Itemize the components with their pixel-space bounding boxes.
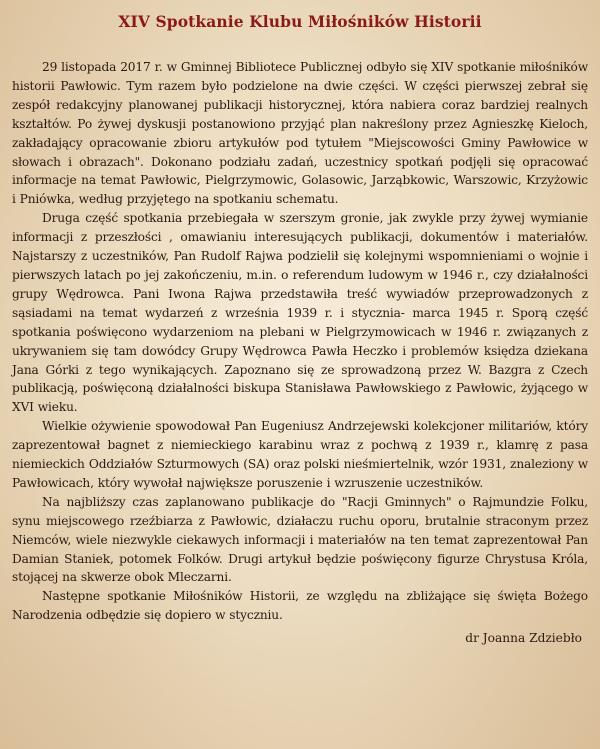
article-body <box>12 58 588 625</box>
paragraph-4: Na najbliższy czas zaplanowano publikacje do "Racji Gminnych" o Rajmundzie Folku, synu miejscowego rzeźbiarza z Pawłowic, działaczu ruchu oporu, brutalnie straconym przez Niemców, wiele niezwykle ciekawych informacji i materiałów na ten temat zaprezentował Pan Damian Staniek, potomek Folków. Drugi artykuł będzie poświęcony figurze Chrystusa Króla, stojącej na skwerze obok Mleczarni. <box>12 494 588 585</box>
paragraph-1: 29 listopada 2017 r. w Gminnej Bibliotece Publicznej odbyło się XIV spotkanie miłośników historii Pawłowic. Tym razem było podzielone na dwie części. W części pierwszej zebrał się zespół redakcyjny planowanej publikacji historycznej, która nabiera coraz bardziej realnych kształtów. Po żywej dyskusji postanowiono przyjąć plan nakreślony przez Agnieszkę Kieloch, zakładający opracowanie zbioru artykułów pod tytułem "Miejscowości Gminy Pawłowice w słowach i obrazach". Dokonano podziału zadań, uczestnicy spotkań podjęli się opracować informacje na temat Pawłowic, Pielgrzymowic, Golasowic, Jarząbkowic, Warszowic, Krzyżowic i Pniówka, według przyjętego na spotkaniu schematu. <box>12 60 588 207</box>
paragraph-2: Druga część spotkania przebiegała w szerszym gronie, jak zwykle przy żywej wymianie informacji z przeszłości , omawianiu interesujących publikacji, dokumentów i materiałów. Najstarszy z uczestników, Pan Rudolf Rajwa podzielił się kolejnymi wspomnieniami o wojnie i pierwszych latach po jej zakończeniu, m.in. o referendum ludowym w 1946 r., czy działalności grupy Wędrowca. Pani Iwona Rajwa przedstawiła treść wywiadów przeprowadzonych z sąsiadami na temat wydarzeń z września 1939 r. i stycznia- marca 1945 r. Sporą część spotkania poświęcono wydarzeniom na plebani w Pielgrzymowicach w 1946 r. związanych z ukrywaniem się tam dowódcy Grupy Wędrowca Pawła Heczko i problemów księdza dziekana Jana Górki z tego wynikających. Zapoznano się ze sprowadzoną przez W. Bazgra z Czech publikacją, poświęconą działalności biskupa Stanisława Pawłowskiego z Pawłowic, żyjącego w XVI wieku. <box>12 211 588 415</box>
paragraph-5: Następne spotkanie Miłośników Historii, ze względu na zbliżające się święta Bożego Narodzenia odbędzie się dopiero w styczniu. <box>12 589 588 623</box>
paragraph-3: Wielkie ożywienie spowodował Pan Eugeniusz Andrzejewski kolekcjoner militariów, który zaprezentował bagnet z niemieckiego karabinu wraz z pochwą z 1939 r., klamrę z pasa niemieckich Oddziałów Szturmowych (SA) oraz polski nieśmiertelnik, wzór 1931, znaleziony w Pawłowicach, który wywołał największe poruszenie i wzruszenie uczestników. <box>12 419 588 490</box>
author-signature: dr Joanna Zdziebło <box>465 631 582 646</box>
page-title: XIV Spotkanie Klubu Miłośników Historii <box>118 12 482 31</box>
